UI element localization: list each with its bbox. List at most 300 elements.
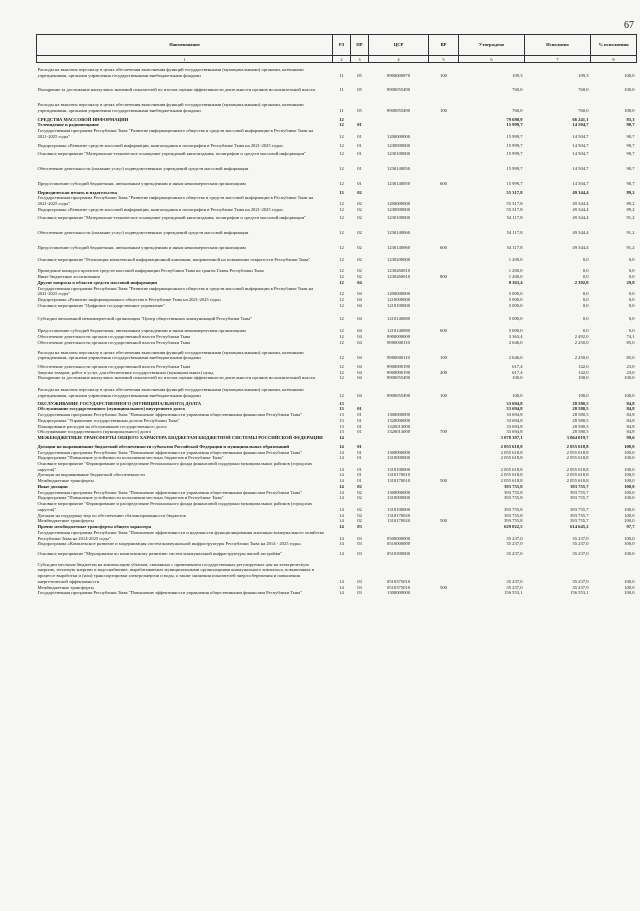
row-approved: 35 237,0	[506, 551, 523, 556]
row-executed: 49 344,4	[572, 189, 589, 195]
row-percent: 83,3	[626, 116, 635, 122]
row-pr: 01	[357, 133, 362, 139]
row-approved: 35 237,0	[506, 541, 523, 547]
row-vr: 100	[440, 355, 447, 361]
row-executed: 0,0	[582, 302, 589, 308]
row-vr: 100	[440, 107, 447, 113]
row-approved: 5 000,0	[508, 328, 523, 334]
row-executed: 28 580,5	[572, 429, 589, 435]
row-executed: 49 344,4	[572, 206, 589, 212]
row-executed: 35 237,0	[572, 551, 589, 556]
row-pr: 02	[357, 274, 362, 280]
row-csr: 8900000000	[387, 334, 410, 340]
row-pr: 01	[357, 122, 362, 128]
row-csr	[369, 114, 429, 123]
row-vr	[429, 361, 459, 370]
row-executed: 0,0	[582, 328, 589, 334]
row-vr	[429, 157, 459, 172]
row-csr: 1200000000	[387, 201, 410, 207]
row-name: Основное мероприятие "Формирование и распределение Регионального фонда финансовой поддержки муниципальных районов (городских округов)"	[37, 460, 313, 472]
row-rz: 14	[339, 443, 344, 449]
row-csr: 0500000000	[387, 535, 410, 541]
row-csr: 1310170010	[387, 472, 410, 478]
row-name: Обеспечение деятельности органов государственной власти Республики Тыва	[37, 339, 191, 345]
row-rz: 14	[339, 472, 344, 478]
row-approved: 2 055 618,8	[500, 466, 523, 472]
row-rz: 12	[339, 369, 344, 375]
header-pr: ПР	[351, 35, 369, 56]
row-executed: 0,0	[582, 268, 589, 274]
row-approved: 1 200,0	[508, 274, 523, 280]
row-name: Расходы на выплаты персоналу в целях обеспечения выполнения функций государственными (муниципальными) органами, казенными учреждениями, органами управления государственными внебюджетными фондами	[37, 102, 304, 113]
table-body	[37, 63, 637, 597]
row-name: Обеспечение деятельности (оказание услуг) подведомственных учреждений средств массовой информации	[37, 166, 249, 172]
row-rz: 11	[339, 107, 344, 113]
table-row	[37, 381, 637, 398]
row-rz: 14	[339, 466, 344, 472]
row-approved: 33 694,8	[506, 400, 523, 406]
row-rz: 12	[339, 166, 344, 172]
row-rz: 11	[339, 72, 344, 78]
row-name: СРЕДСТВА МАССОВОЙ ИНФОРМАЦИИ	[37, 116, 129, 122]
row-approved: 54 117,8	[506, 244, 523, 250]
row-rz: 12	[339, 122, 344, 128]
row-vr: 700	[440, 429, 447, 435]
row-csr: 1320000000	[387, 417, 410, 423]
row-percent: 100,0	[624, 584, 635, 590]
row-executed: 109,3	[578, 72, 589, 78]
row-percent: 0,0	[628, 302, 635, 308]
row-pr: 01	[357, 412, 362, 418]
row-pr: 02	[357, 483, 362, 489]
row-vr	[429, 187, 459, 196]
row-rz: 14	[339, 478, 344, 484]
table-row	[37, 321, 637, 334]
row-csr: 1230100000	[387, 215, 410, 221]
row-approved: 393 755,8	[504, 489, 523, 495]
row-name: Подпрограмма «Развитие средств массовой информации, книгоиздания и полиграфии в Республике Тыва на 2021-2025 годы»	[37, 206, 284, 212]
row-executed: 614 645,2	[570, 524, 589, 530]
row-approved: 629 022,5	[504, 524, 523, 530]
row-name: Государственная программа Республики Тыва "Повышение эффективности управления общественными финансами Республики Тыва"	[37, 590, 303, 596]
row-csr: 1210100000	[387, 302, 410, 308]
row-approved: 393 755,8	[504, 512, 523, 518]
row-executed: 0,0	[582, 315, 589, 321]
row-percent: 84,8	[626, 423, 635, 429]
row-name: Иные дотации	[37, 483, 68, 489]
row-percent: 0,0	[628, 315, 635, 321]
row-pr: 01	[357, 455, 362, 461]
row-executed: 2 055 618,8	[566, 443, 589, 449]
row-pr: 01	[357, 472, 362, 478]
row-executed: 393 755,7	[570, 518, 589, 524]
row-percent: 100,0	[624, 466, 635, 472]
row-csr: 0510000000	[387, 541, 410, 547]
column-number: 7	[525, 56, 591, 63]
row-percent: 100,0	[624, 578, 635, 584]
header-vr: ВР	[429, 35, 459, 56]
column-number: 6	[459, 56, 525, 63]
row-executed: 49 344,4	[572, 201, 589, 207]
row-rz: 14	[339, 449, 344, 455]
row-name: Подпрограмма "Повышение устойчивости исполнения местных бюджетов в Республике Тыва"	[37, 455, 224, 461]
row-executed: 3 064 019,7	[566, 435, 589, 441]
row-rz: 12	[339, 375, 344, 381]
row-name: Иные бюджетные ассигнования	[37, 274, 100, 280]
row-executed: 14 504,7	[572, 166, 589, 172]
row-name: Государственная программа Республики Тыва "Повышение эффективности управления общественными финансами Республики Тыва"	[37, 489, 303, 495]
row-name: Государственная программа Республики Тыва "Повышение эффективности управления общественными финансами Республики Тыва"	[37, 449, 303, 455]
row-percent: 90,7	[626, 151, 635, 157]
row-rz: 12	[339, 334, 344, 340]
table-row	[37, 361, 637, 370]
row-pr: 01	[357, 449, 362, 455]
row-approved: 393 755,8	[504, 506, 523, 512]
row-rz: 14	[339, 483, 344, 489]
header-percent: % исполнения	[591, 35, 637, 56]
row-pr: 03	[357, 584, 362, 590]
row-executed: 49 344,4	[572, 215, 589, 221]
row-vr	[429, 148, 459, 157]
table-row	[37, 93, 637, 113]
row-percent: 100,0	[624, 449, 635, 455]
row-percent: 23,0	[626, 369, 635, 375]
row-rz: 12	[339, 256, 344, 262]
row-csr: 8900055490	[387, 375, 410, 381]
row-rz: 14	[339, 518, 344, 524]
row-approved: 15 999,7	[506, 151, 523, 157]
row-executed: 2 055 618,8	[566, 478, 589, 484]
header-rz: РЗ	[333, 35, 351, 56]
table-row	[37, 346, 637, 361]
row-rz: 14	[339, 584, 344, 590]
row-name: Дотации на выравнивание бюджетной обеспеченности	[37, 472, 145, 478]
row-executed: 100,0	[578, 375, 589, 381]
table-row	[37, 501, 637, 512]
row-percent: 99,6	[626, 435, 635, 441]
row-percent: 91,2	[626, 230, 635, 236]
row-vr: 600	[440, 244, 447, 250]
row-approved: 3 078 397,1	[500, 435, 523, 441]
row-rz: 14	[339, 435, 344, 441]
row-approved: 55 317,8	[506, 201, 523, 207]
column-number: 5	[429, 56, 459, 63]
row-percent: 89,2	[626, 206, 635, 212]
row-executed: 2 055 618,8	[566, 472, 589, 478]
row-vr	[429, 590, 459, 596]
table-row	[37, 128, 637, 139]
budget-execution-table	[36, 34, 637, 596]
row-executed: 14 504,7	[572, 180, 589, 186]
row-csr: 1300000000	[387, 449, 410, 455]
row-name: Обеспечение деятельности органов государственной власти Республики Тыва	[37, 334, 191, 340]
row-approved: 35 237,0	[506, 578, 523, 584]
row-csr: 1310170020	[387, 512, 410, 518]
page-number: 67	[624, 20, 634, 31]
row-approved: 15 999,7	[506, 166, 523, 172]
row-executed: 393 755,7	[570, 506, 589, 512]
row-name: Обеспечение деятельности органов государственной власти Республики Тыва	[37, 363, 191, 369]
row-csr: 1200000000	[387, 133, 410, 139]
table-row	[37, 114, 637, 123]
row-pr: 02	[357, 230, 362, 236]
row-rz: 12	[339, 230, 344, 236]
header-csr: ЦСР	[369, 35, 429, 56]
row-name: Основное мероприятие "Материально-техническое оснащение учреждений книгоиздания, полиграфии и средств массовой информации"	[37, 215, 306, 221]
row-percent: 100,0	[624, 506, 635, 512]
row-vr	[429, 286, 459, 297]
row-executed: 35 237,0	[572, 541, 589, 547]
row-vr: 800	[440, 274, 447, 280]
row-vr: 500	[440, 518, 447, 524]
row-csr: 1230000000	[387, 206, 410, 212]
row-rz: 12	[339, 328, 344, 334]
row-name: Расходы на выплаты персоналу в целях обеспечения выполнения функций государственными (муниципальными) органами, казенными учреждениями, органами управления государственными внебюджетными фондами	[37, 387, 304, 398]
table-row	[37, 557, 637, 585]
table-row	[37, 461, 637, 472]
row-executed: 0,0	[582, 274, 589, 280]
row-csr: 1210140080	[387, 315, 410, 321]
row-percent: 29,8	[626, 279, 635, 285]
row-percent: 84,8	[626, 412, 635, 418]
row-approved: 109,3	[512, 72, 523, 78]
row-executed: 35 237,0	[572, 578, 589, 584]
row-name: Подпрограмма "Повышение устойчивости исполнения местных бюджетов в Республике Тыва"	[37, 495, 224, 501]
table-row	[37, 157, 637, 172]
row-vr	[429, 461, 459, 472]
row-pr: 01	[357, 406, 362, 412]
row-approved: 2 055 618,8	[500, 455, 523, 461]
table-row	[37, 221, 637, 236]
row-approved: 33 694,8	[506, 429, 523, 435]
row-percent: 90,7	[626, 180, 635, 186]
row-approved: 55 317,8	[506, 189, 523, 195]
row-pr: 01	[357, 423, 362, 429]
row-vr	[429, 501, 459, 512]
row-rz: 14	[339, 455, 344, 461]
row-executed: 35 237,0	[572, 535, 589, 541]
row-approved: 33 694,8	[506, 417, 523, 423]
row-percent: 0,0	[628, 274, 635, 280]
row-percent: 100,0	[624, 590, 635, 596]
row-executed: 35 237,0	[572, 584, 589, 590]
row-pr: 01	[357, 180, 362, 186]
row-executed: 14 504,7	[572, 133, 589, 139]
row-rz: 13	[339, 400, 344, 406]
row-vr	[429, 441, 459, 450]
row-csr: 1300000000	[387, 590, 410, 596]
row-pr: 02	[357, 215, 362, 221]
row-percent: 100,0	[624, 541, 635, 547]
row-vr	[429, 547, 459, 557]
row-approved: 156 553,1	[504, 590, 523, 596]
row-pr: 04	[357, 279, 362, 285]
row-approved: 55 317,8	[506, 206, 523, 212]
row-approved: 617,4	[512, 363, 523, 369]
row-approved: 3 363,4	[508, 334, 523, 340]
row-rz: 12	[339, 180, 344, 186]
row-vr	[429, 262, 459, 274]
row-name: Основное мероприятие "Реализация комплексной информационной кампании, направленной на повышение открытости Республики Тыва"	[37, 256, 311, 262]
row-approved: 2 055 618,8	[500, 478, 523, 484]
row-approved: 2 055 618,8	[500, 472, 523, 478]
row-rz: 12	[339, 151, 344, 157]
row-percent: 0,0	[628, 297, 635, 303]
row-percent: 100,0	[624, 72, 635, 78]
row-vr: 500	[440, 584, 447, 590]
row-vr	[429, 114, 459, 123]
row-csr: 1230140050	[387, 166, 410, 172]
row-pr: 01	[357, 151, 362, 157]
row-pr: 01	[357, 443, 362, 449]
row-rz: 12	[339, 244, 344, 250]
row-executed: 142,0	[578, 363, 589, 369]
row-percent: 84,8	[626, 406, 635, 412]
row-percent: 74,1	[626, 334, 635, 340]
row-name: Дотации на выравнивание бюджетной обеспеченности субъектов Российской Федерации и муниципальных образований	[37, 443, 290, 449]
row-executed: 28 580,5	[572, 423, 589, 429]
row-executed: 2 055 618,8	[566, 455, 589, 461]
row-csr: 8900000110	[387, 339, 410, 345]
row-rz: 13	[339, 412, 344, 418]
row-percent: 91,2	[626, 244, 635, 250]
table-row	[37, 590, 637, 596]
row-rz: 11	[339, 87, 344, 93]
row-pr: 02	[357, 206, 362, 212]
row-vr	[429, 530, 459, 541]
row-pr: 01	[357, 466, 362, 472]
row-vr: 600	[440, 328, 447, 334]
column-number: 4	[369, 56, 429, 63]
row-percent: 0,0	[628, 256, 635, 262]
row-approved: 5 000,0	[508, 297, 523, 303]
row-approved: 33 694,8	[506, 423, 523, 429]
row-approved: 54 117,8	[506, 215, 523, 221]
row-vr	[429, 251, 459, 263]
row-rz: 14	[339, 578, 344, 584]
row-approved: 617,4	[512, 369, 523, 375]
row-name: Расходы на выплаты персоналу в целях обеспечения выполнения функций государственными (муниципальными) органами, казенными учреждениями, органами управления государственными внебюджетными фондами	[37, 349, 304, 361]
column-number: 8	[591, 56, 637, 63]
row-csr: 1300000000	[387, 412, 410, 418]
table-row	[37, 78, 637, 93]
row-rz: 12	[339, 142, 344, 148]
row-percent: 100,0	[624, 443, 635, 449]
row-percent: 100,0	[624, 551, 635, 556]
row-name: Предоставление субсидий бюджетным, автономным учреждениям и иным некоммерческим организациям	[37, 244, 246, 250]
table-row	[37, 309, 637, 322]
row-pr: 05	[357, 107, 362, 113]
row-csr: 0510375010	[387, 584, 410, 590]
row-pr: 01	[357, 417, 362, 423]
row-pr: 05	[357, 87, 362, 93]
row-name: Подпрограмма «Комплексное развитие и модернизация систем коммунальной инфраструктуры Республики Тыва на 2014 - 2025 годы»	[37, 541, 302, 547]
row-name: Основное мероприятие "Цифровое государственное управление"	[37, 302, 166, 308]
row-pr: 04	[357, 375, 362, 381]
row-rz: 12	[339, 133, 344, 139]
row-executed: 393 755,7	[570, 512, 589, 518]
row-executed: 49 344,4	[572, 244, 589, 250]
row-rz: 12	[339, 291, 344, 297]
row-percent: 100,0	[624, 472, 635, 478]
row-vr	[429, 128, 459, 139]
row-csr	[369, 441, 429, 450]
table-row	[37, 251, 637, 263]
row-name: Другие вопросы в области средств массовой информации	[37, 279, 158, 285]
row-executed: 760,0	[578, 107, 589, 113]
row-approved: 79 680,9	[506, 116, 523, 122]
row-name: Государственная программа Республики Тыва "Повышение эффективности управления общественными финансами Республики Тыва"	[37, 412, 303, 418]
row-percent: 89,2	[626, 189, 635, 195]
row-rz: 14	[339, 524, 344, 530]
row-rz: 12	[339, 189, 344, 195]
row-pr: 04	[357, 334, 362, 340]
row-percent: 84,8	[626, 429, 635, 435]
row-rz: 12	[339, 116, 344, 122]
row-csr: 1230140060	[387, 244, 410, 250]
row-pr: 01	[357, 429, 362, 435]
table-row	[37, 441, 637, 450]
row-pr: 02	[357, 268, 362, 274]
row-approved: 54 117,8	[506, 230, 523, 236]
row-name: Периодическая печать и издательства	[37, 189, 117, 195]
row-csr: 1200000000	[387, 291, 410, 297]
row-approved: 2 055 618,8	[500, 449, 523, 455]
row-pr: 02	[357, 495, 362, 501]
row-rz: 12	[339, 297, 344, 303]
row-name: Основное мероприятие "Мероприятия по комплексному развитию систем коммунальной инфраструктуры жилой застройки"	[37, 551, 283, 556]
row-rz: 12	[339, 274, 344, 280]
row-approved: 5 000,0	[508, 302, 523, 308]
table-row	[37, 148, 637, 157]
table-row	[37, 172, 637, 187]
row-vr	[429, 212, 459, 221]
row-executed: 393 755,7	[570, 495, 589, 501]
row-name: Закупка товаров, работ и услуг для обеспечения государственных (муниципальных) нужд	[37, 369, 214, 375]
row-percent: 100,0	[624, 483, 635, 489]
table-row	[37, 236, 637, 251]
row-executed: 14 504,7	[572, 122, 589, 128]
row-approved: 5 000,0	[508, 315, 523, 321]
row-csr: 1320013000	[387, 429, 410, 435]
row-name: Основное мероприятие "Формирование и распределение Регионального фонда финансовой поддержки муниципальных районов (городских округов)"	[37, 501, 313, 512]
row-pr: 03	[357, 551, 362, 556]
table-row	[37, 140, 637, 149]
row-rz: 14	[339, 551, 344, 556]
row-name: Субсидии автономной некоммерческой организации "Центр общественных коммуникаций Республики Тыва"	[37, 315, 253, 321]
row-executed: 100,0	[578, 392, 589, 398]
row-name: Государственная программа Республики Тыва "Повышение эффективности и надежности функционирования жилищно-коммунального хозяйства Республики Тыва на 2014-2025 годы"	[37, 529, 324, 541]
row-rz: 12	[339, 355, 344, 361]
row-csr: 1230140060	[387, 230, 410, 236]
row-percent: 100,0	[624, 375, 635, 381]
table-row	[37, 530, 637, 541]
table-row	[37, 195, 637, 206]
row-name: Государственная программа Республики Тыва "Развитие информационного общества и средств массовой информации в Республике Тыва на 2021-2025 годы"	[37, 128, 314, 139]
row-percent: 100,0	[624, 495, 635, 501]
header-name: Наименование	[37, 35, 333, 56]
row-name: МЕЖБЮДЖЕТНЫЕ ТРАНСФЕРТЫ ОБЩЕГО ХАРАКТЕРА БЮДЖЕТАМ БЮДЖЕТНОЙ СИСТЕМЫ РОССИЙСКОЙ ФЕДЕРАЦИИ	[37, 435, 323, 441]
row-rz: 13	[339, 423, 344, 429]
row-pr: 02	[357, 189, 362, 195]
row-percent: 100,0	[624, 518, 635, 524]
row-rz: 13	[339, 417, 344, 423]
row-approved: 1 200,0	[508, 268, 523, 274]
row-csr: 1320013000	[387, 423, 410, 429]
row-executed: 2 250,0	[574, 339, 589, 345]
row-csr	[369, 187, 429, 196]
row-executed: 2 250,0	[574, 355, 589, 361]
